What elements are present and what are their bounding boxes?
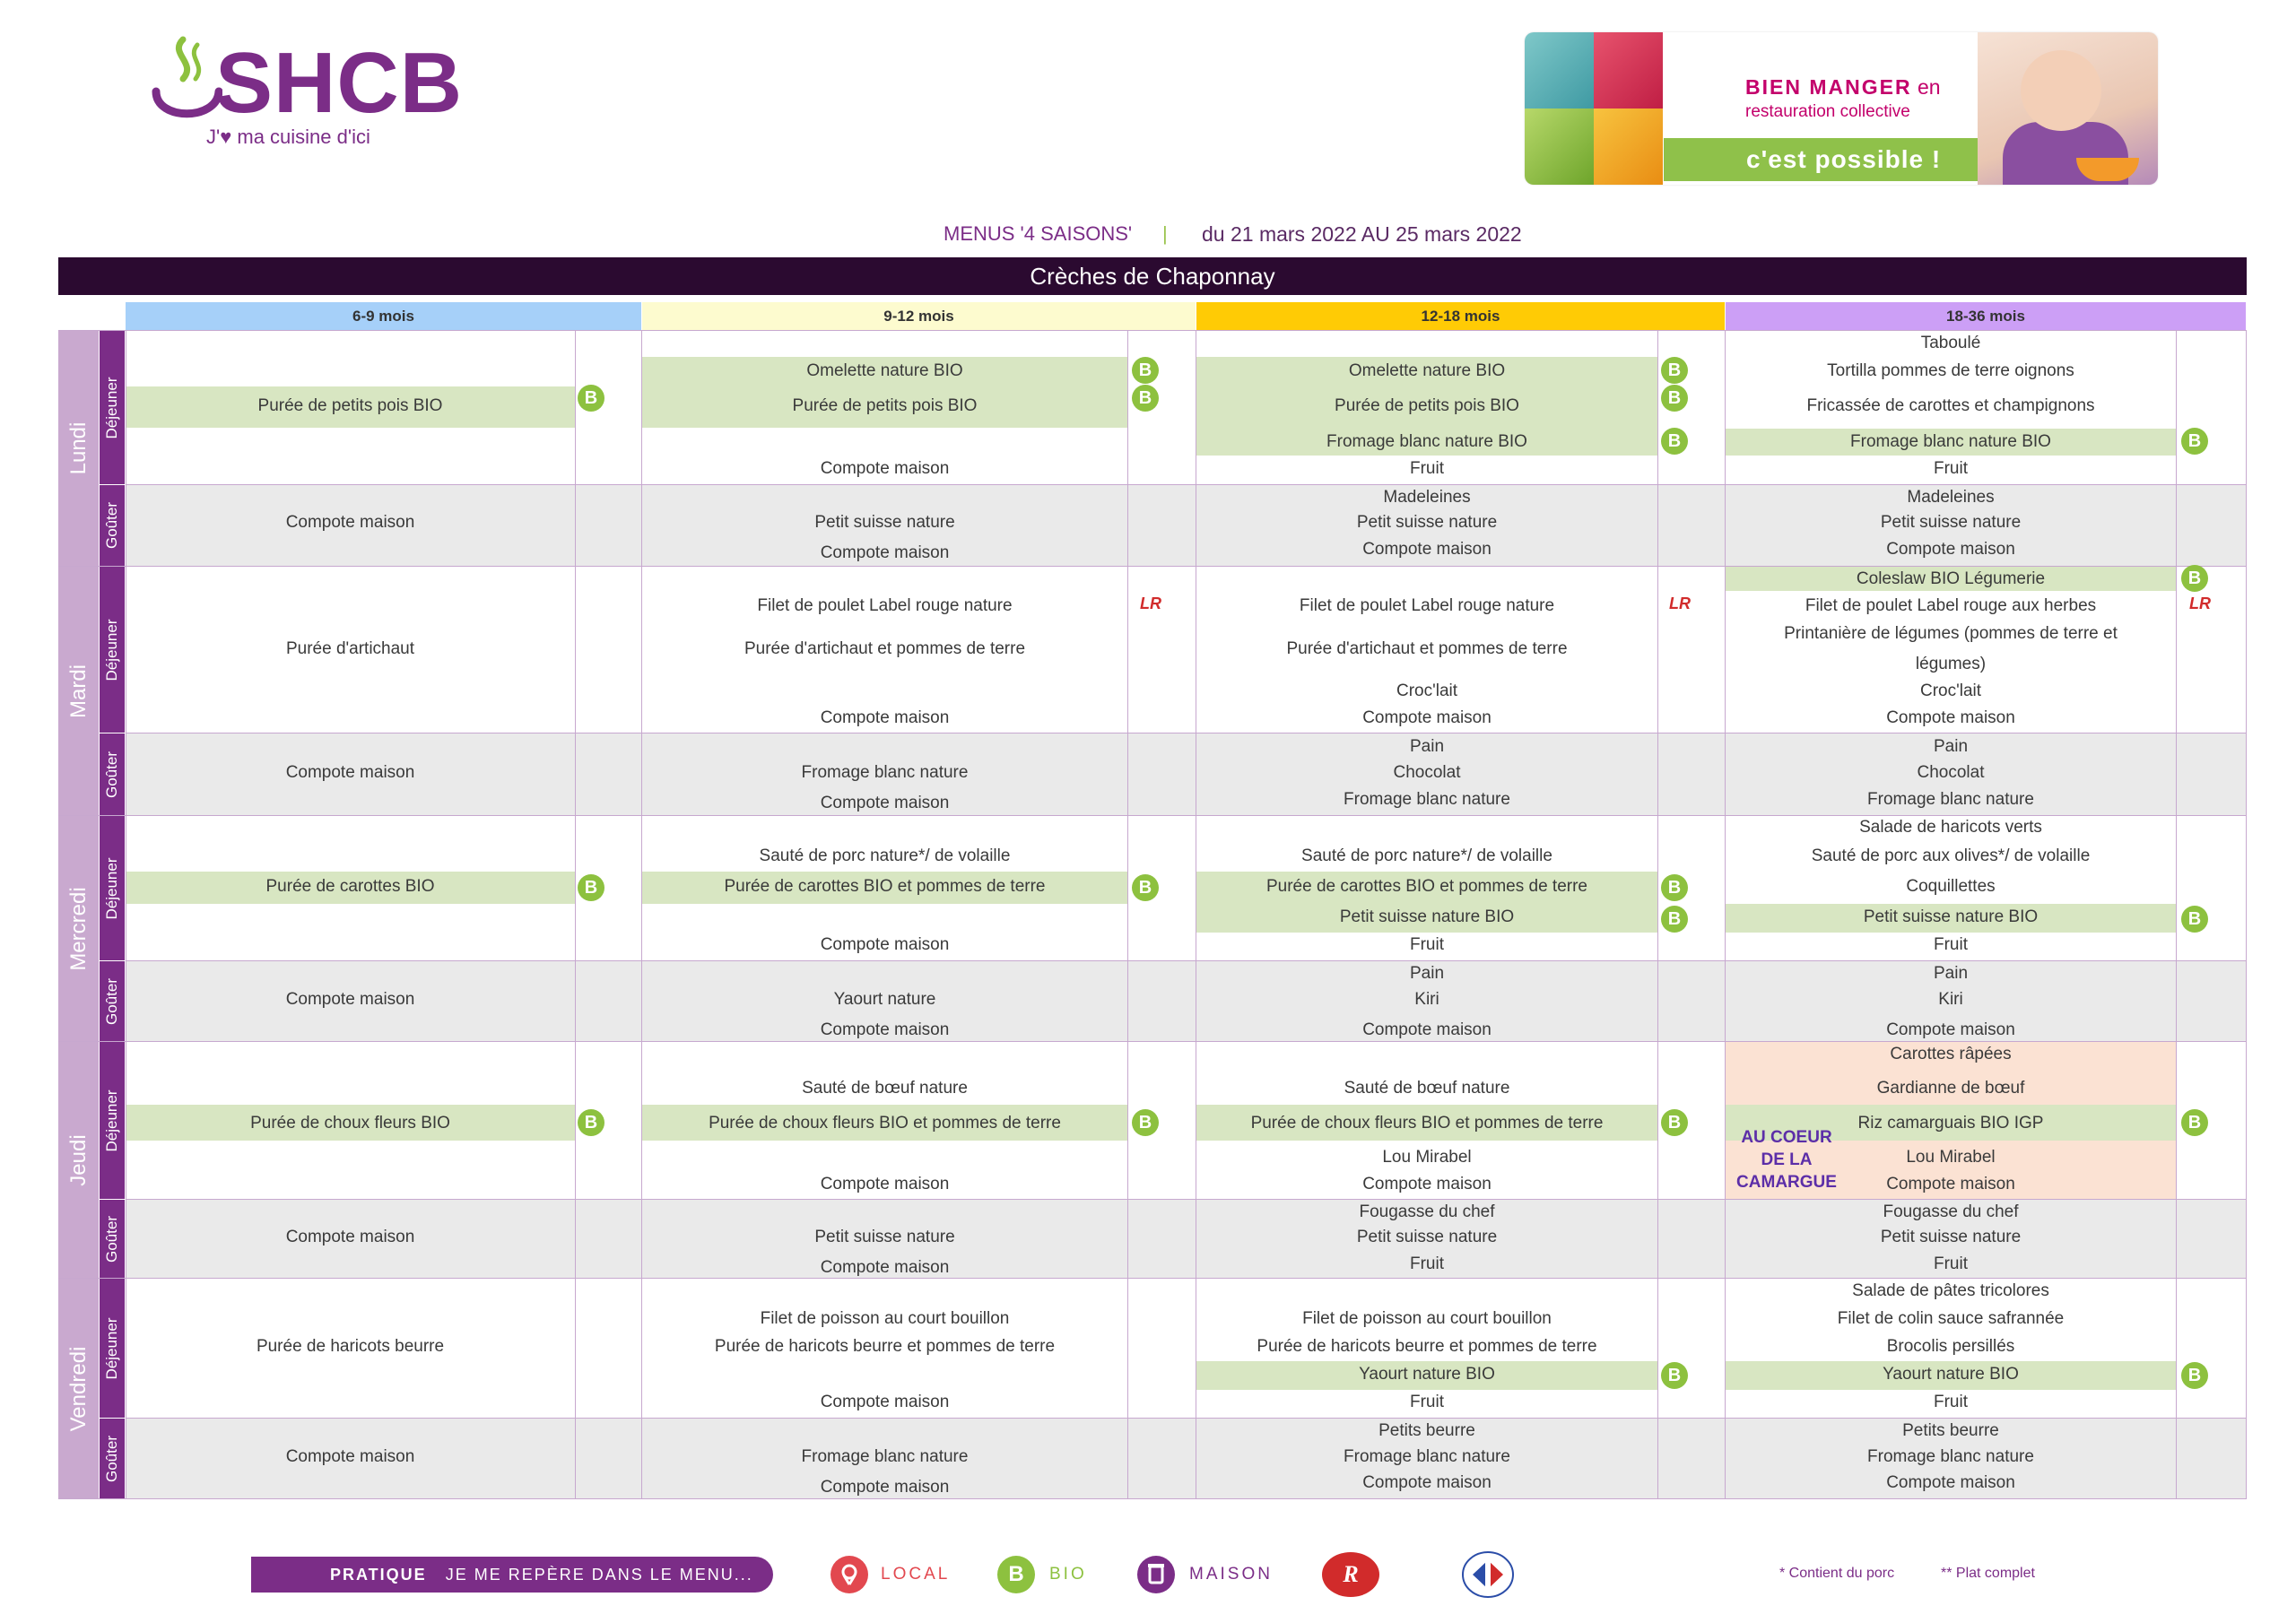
bio-icon: B <box>1661 906 1688 933</box>
site-title-bar <box>58 257 2247 295</box>
menu-item: Compote maison <box>285 513 415 532</box>
brand-name: SHCB <box>215 35 464 131</box>
shcb-logo-mark <box>151 36 222 126</box>
menu-item: Fougasse du chef <box>1883 1202 2019 1221</box>
menu-item: Filet de poisson au court bouillon <box>1302 1309 1552 1328</box>
menu-item: Purée d'artichaut <box>285 639 415 658</box>
label-rouge-logo <box>1318 1549 1383 1600</box>
menu-item: Fromage blanc nature <box>1867 790 2034 809</box>
menu-item: Compote maison <box>820 543 950 562</box>
brand-tagline: J'♥ ma cuisine d'ici <box>206 126 370 148</box>
age-header-6-9: 6-9 mois <box>126 302 641 330</box>
bio-icon: B <box>1132 385 1159 412</box>
menu-item: Fromage blanc nature <box>801 763 969 782</box>
menu-item: légumes) <box>1915 655 1987 673</box>
menu-item: Purée de haricots beurre et pommes de terre <box>1257 1337 1597 1356</box>
bio-icon: B <box>2181 906 2208 933</box>
menu-item: Compote maison <box>1886 1020 2015 1039</box>
menu-item: Coleslaw BIO Légumerie <box>1856 569 2046 588</box>
menu-item: Petit suisse nature <box>1356 513 1498 532</box>
bio-icon: B <box>1661 385 1688 412</box>
menu-item: Filet de poulet Label rouge nature <box>757 596 1013 615</box>
menu-item: Fruit <box>1410 459 1444 478</box>
menu-item: Sauté de porc aux olives*/ de volaille <box>1811 846 2091 865</box>
menu-item: Purée de choux fleurs BIO et pommes de terre <box>1250 1114 1604 1133</box>
bio-icon: B <box>997 1556 1035 1593</box>
day-label-vendredi: Vendredi <box>58 1279 99 1498</box>
menu-item: Compote maison <box>1362 1175 1492 1193</box>
menu-item: Purée d'artichaut et pommes de terre <box>744 639 1026 658</box>
menu-item: Coquillettes <box>1906 877 1996 896</box>
menu-item: Compote maison <box>285 1228 415 1246</box>
menu-item: Compote maison <box>820 708 950 727</box>
menu-item: Compote maison <box>820 1175 950 1193</box>
menu-item: Purée de carottes BIO et pommes de terre <box>724 877 1046 896</box>
menu-item: Compote maison <box>285 763 415 782</box>
menu-item: Fromage blanc nature <box>1344 1447 1510 1466</box>
menu-item: Purée d'artichaut et pommes de terre <box>1286 639 1568 658</box>
menu-item: Purée de petits pois BIO <box>1335 396 1519 415</box>
menu-item: Salade de pâtes tricolores <box>1852 1281 2049 1300</box>
label-rouge-icon: LR <box>1669 595 1691 612</box>
menu-item: Fromage blanc nature BIO <box>1850 432 2051 451</box>
bio-icon: B <box>2181 428 2208 455</box>
menu-item: Omelette nature BIO <box>1348 361 1506 380</box>
menu-item: Compote maison <box>820 935 950 954</box>
menu-item: Petit suisse nature BIO <box>1339 907 1515 926</box>
menu-item: Petit suisse nature <box>814 513 955 532</box>
day-label-mercredi: Mercredi <box>58 816 99 1041</box>
legend-local: LOCAL <box>881 1565 951 1584</box>
banner-pill-text: c'est possible ! <box>1746 145 1942 173</box>
menu-item: Purée de choux fleurs BIO et pommes de terre <box>709 1114 1061 1133</box>
menu-item: Fruit <box>1934 1254 1968 1273</box>
menu-item: Pain <box>1409 737 1445 756</box>
menu-item: Croc'lait <box>1396 681 1458 700</box>
menu-item: Petit suisse nature <box>1880 1228 2022 1246</box>
menu-item: Purée de petits pois BIO <box>257 396 443 415</box>
menu-item: Compote maison <box>1362 1020 1492 1039</box>
menu-item: Compote maison <box>1362 540 1492 559</box>
header-separator: | <box>1162 222 1168 245</box>
menu-item: Sauté de porc nature*/ de volaille <box>759 846 1011 865</box>
bien-manger-banner <box>1525 32 2158 185</box>
meal-label-gouter: Goûter <box>100 1419 125 1498</box>
site-title: Crèches de Chaponnay <box>1030 263 1275 290</box>
menu-item: Purée de petits pois BIO <box>792 396 978 415</box>
bio-icon: B <box>2181 565 2208 592</box>
bio-icon: B <box>1132 1109 1159 1136</box>
meal-label-dejeuner: Déjeuner <box>100 1279 125 1418</box>
menu-item: Compote maison <box>1886 1175 2015 1193</box>
menu-item: Fromage blanc nature <box>1344 790 1510 809</box>
menu-item: Kiri <box>1938 990 1963 1009</box>
menu-item: Compote maison <box>820 1393 950 1411</box>
menu-item: Filet de colin sauce safrannée <box>1837 1309 2065 1328</box>
menu-item: Purée de haricots beurre <box>256 1337 445 1356</box>
menu-item: Taboulé <box>1920 334 1981 352</box>
menu-item: Riz camarguais BIO IGP <box>1857 1114 2044 1133</box>
bio-icon: B <box>1661 428 1688 455</box>
meal-label-dejeuner: Déjeuner <box>100 816 125 960</box>
meal-label-dejeuner: Déjeuner <box>100 567 125 733</box>
baby-photo <box>1978 32 2158 185</box>
legend-note-porc: * Contient du porc <box>1779 1566 1895 1581</box>
age-header-12-18: 12-18 mois <box>1196 302 1725 330</box>
menu-item: Purée de carottes BIO et pommes de terre <box>1265 877 1587 896</box>
menu-item: Compote maison <box>820 459 950 478</box>
menu-item: Petit suisse nature BIO <box>1863 907 2039 926</box>
camargue-label: AU COEUR DE LA CAMARGUE <box>1736 1128 1837 1192</box>
menu-dates: du 21 mars 2022 AU 25 mars 2022 <box>1202 222 1522 246</box>
menu-item: Petits beurre <box>1902 1421 1999 1440</box>
menu-item: Pain <box>1933 737 1969 756</box>
menu-item: Sauté de bœuf nature <box>1344 1079 1510 1098</box>
menu-item: Kiri <box>1414 990 1439 1009</box>
menu-item: Petit suisse nature <box>1356 1228 1498 1246</box>
menu-item: Fruit <box>1934 1393 1968 1411</box>
menu-item: Madeleines <box>1383 488 1471 507</box>
menu-item: Compote maison <box>285 1447 415 1466</box>
label-rouge-icon: LR <box>2189 595 2211 612</box>
menu-item: Croc'lait <box>1919 681 1982 700</box>
day-label-mardi: Mardi <box>58 567 99 815</box>
meal-label-dejeuner: Déjeuner <box>100 1042 125 1199</box>
menu-item: Compote maison <box>820 794 950 812</box>
menu-item: Chocolat <box>1393 763 1461 782</box>
meal-label-gouter: Goûter <box>100 961 125 1041</box>
menu-item: Filet de poisson au court bouillon <box>760 1309 1010 1328</box>
menu-item: Gardianne de bœuf <box>1876 1079 2025 1098</box>
pratique-label: PRATIQUE <box>330 1566 427 1584</box>
menu-item: Fougasse du chef <box>1359 1202 1495 1221</box>
menu-item: Yaourt nature <box>833 990 936 1009</box>
menu-item: Fromage blanc nature <box>801 1447 969 1466</box>
menu-item: Compote maison <box>820 1020 950 1039</box>
menu-item: Fromage blanc nature <box>1867 1447 2034 1466</box>
bio-icon: B <box>1661 1109 1688 1136</box>
banner-line1-bold: BIEN MANGER <box>1745 75 1912 99</box>
menu-item: Fruit <box>1934 935 1968 954</box>
menu-item: Purée de carottes BIO <box>265 877 435 896</box>
menu-item: Petit suisse nature <box>814 1228 955 1246</box>
menu-item: Petit suisse nature <box>1880 513 2022 532</box>
menu-item: Compote maison <box>820 1258 950 1277</box>
menu-item: Compote maison <box>1362 1473 1492 1492</box>
age-header-18-36: 18-36 mois <box>1726 302 2246 330</box>
banner-line2: restauration collective <box>1745 102 1910 121</box>
menu-item: Filet de poulet Label rouge nature <box>1299 596 1555 615</box>
label-rouge-icon: LR <box>1140 595 1161 612</box>
menu-item: Sauté de porc nature*/ de volaille <box>1301 846 1552 865</box>
menu-item: Purée de choux fleurs BIO <box>250 1114 450 1133</box>
menu-item: Compote maison <box>285 990 415 1009</box>
bio-icon: B <box>578 1109 604 1136</box>
menu-item: Compote maison <box>820 1478 950 1497</box>
menu-item: Compote maison <box>1362 708 1492 727</box>
legend-note-plat: ** Plat complet <box>1941 1566 2035 1581</box>
menu-item: Lou Mirabel <box>1382 1148 1472 1167</box>
menu-item: Tortilla pommes de terre oignons <box>1827 361 2074 380</box>
day-label-jeudi: Jeudi <box>58 1042 99 1278</box>
menu-item: Salade de haricots verts <box>1859 818 2042 837</box>
menu-item: Petits beurre <box>1378 1421 1475 1440</box>
menu-name: MENUS '4 SAISONS' <box>944 222 1133 245</box>
svg-text:R: R <box>1343 1561 1359 1587</box>
bio-icon: B <box>2181 1109 2208 1136</box>
menu-item: Yaourt nature BIO <box>1883 1365 2019 1384</box>
menu-item: Fruit <box>1410 1393 1444 1411</box>
bio-icon: B <box>1661 874 1688 901</box>
viandes-de-france-logo <box>1460 1549 1516 1600</box>
menu-item: Fruit <box>1410 1254 1444 1273</box>
jar-icon <box>1137 1556 1175 1593</box>
day-label-lundi: Lundi <box>58 331 99 566</box>
menu-item: Yaourt nature BIO <box>1359 1365 1495 1384</box>
pratique-text: JE ME REPÈRE DANS LE MENU... <box>445 1566 753 1584</box>
menu-item: Compote maison <box>1886 540 2015 559</box>
menu-item: Purée de haricots beurre et pommes de terre <box>714 1337 1056 1356</box>
menu-item: Brocolis persillés <box>1886 1337 2015 1356</box>
menu-item: Filet de poulet Label rouge aux herbes <box>1805 596 2097 615</box>
menu-item: Chocolat <box>1917 763 1985 782</box>
bio-icon: B <box>1661 357 1688 384</box>
location-pin-icon <box>831 1556 868 1593</box>
menu-item: Fruit <box>1934 459 1968 478</box>
menu-item: Lou Mirabel <box>1906 1148 1996 1167</box>
menu-item: Fromage blanc nature BIO <box>1326 432 1527 451</box>
bio-icon: B <box>1661 1362 1688 1389</box>
meal-label-dejeuner: Déjeuner <box>100 331 125 484</box>
bio-icon: B <box>578 385 604 412</box>
legend-maison: MAISON <box>1189 1565 1273 1584</box>
banner-pill <box>1664 138 2013 181</box>
bio-icon: B <box>578 874 604 901</box>
banner-line1-rest: en <box>1911 75 1941 99</box>
legend-bio: BIO <box>1049 1565 1087 1584</box>
menu-item: Carottes râpées <box>1890 1045 2012 1063</box>
meal-label-gouter: Goûter <box>100 485 125 566</box>
menu-item: Printanière de légumes (pommes de terre et <box>1784 624 2118 643</box>
bio-icon: B <box>1132 874 1159 901</box>
age-header-9-12: 9-12 mois <box>642 302 1196 330</box>
menu-item: Sauté de bœuf nature <box>802 1079 968 1098</box>
bio-icon: B <box>1132 357 1159 384</box>
meal-label-gouter: Goûter <box>100 733 125 815</box>
menu-item: Madeleines <box>1907 488 1995 507</box>
pratique-bar <box>251 1557 773 1593</box>
menu-item: Pain <box>1409 964 1445 983</box>
menu-item: Pain <box>1933 964 1969 983</box>
menu-item: Omelette nature BIO <box>806 361 963 380</box>
menu-item: Compote maison <box>1886 708 2015 727</box>
menu-item: Fricassée de carottes et champignons <box>1806 396 2095 415</box>
bio-icon: B <box>2181 1362 2208 1389</box>
menu-item: Fruit <box>1410 935 1444 954</box>
meal-label-gouter: Goûter <box>100 1200 125 1278</box>
menu-item: Compote maison <box>1886 1473 2015 1492</box>
